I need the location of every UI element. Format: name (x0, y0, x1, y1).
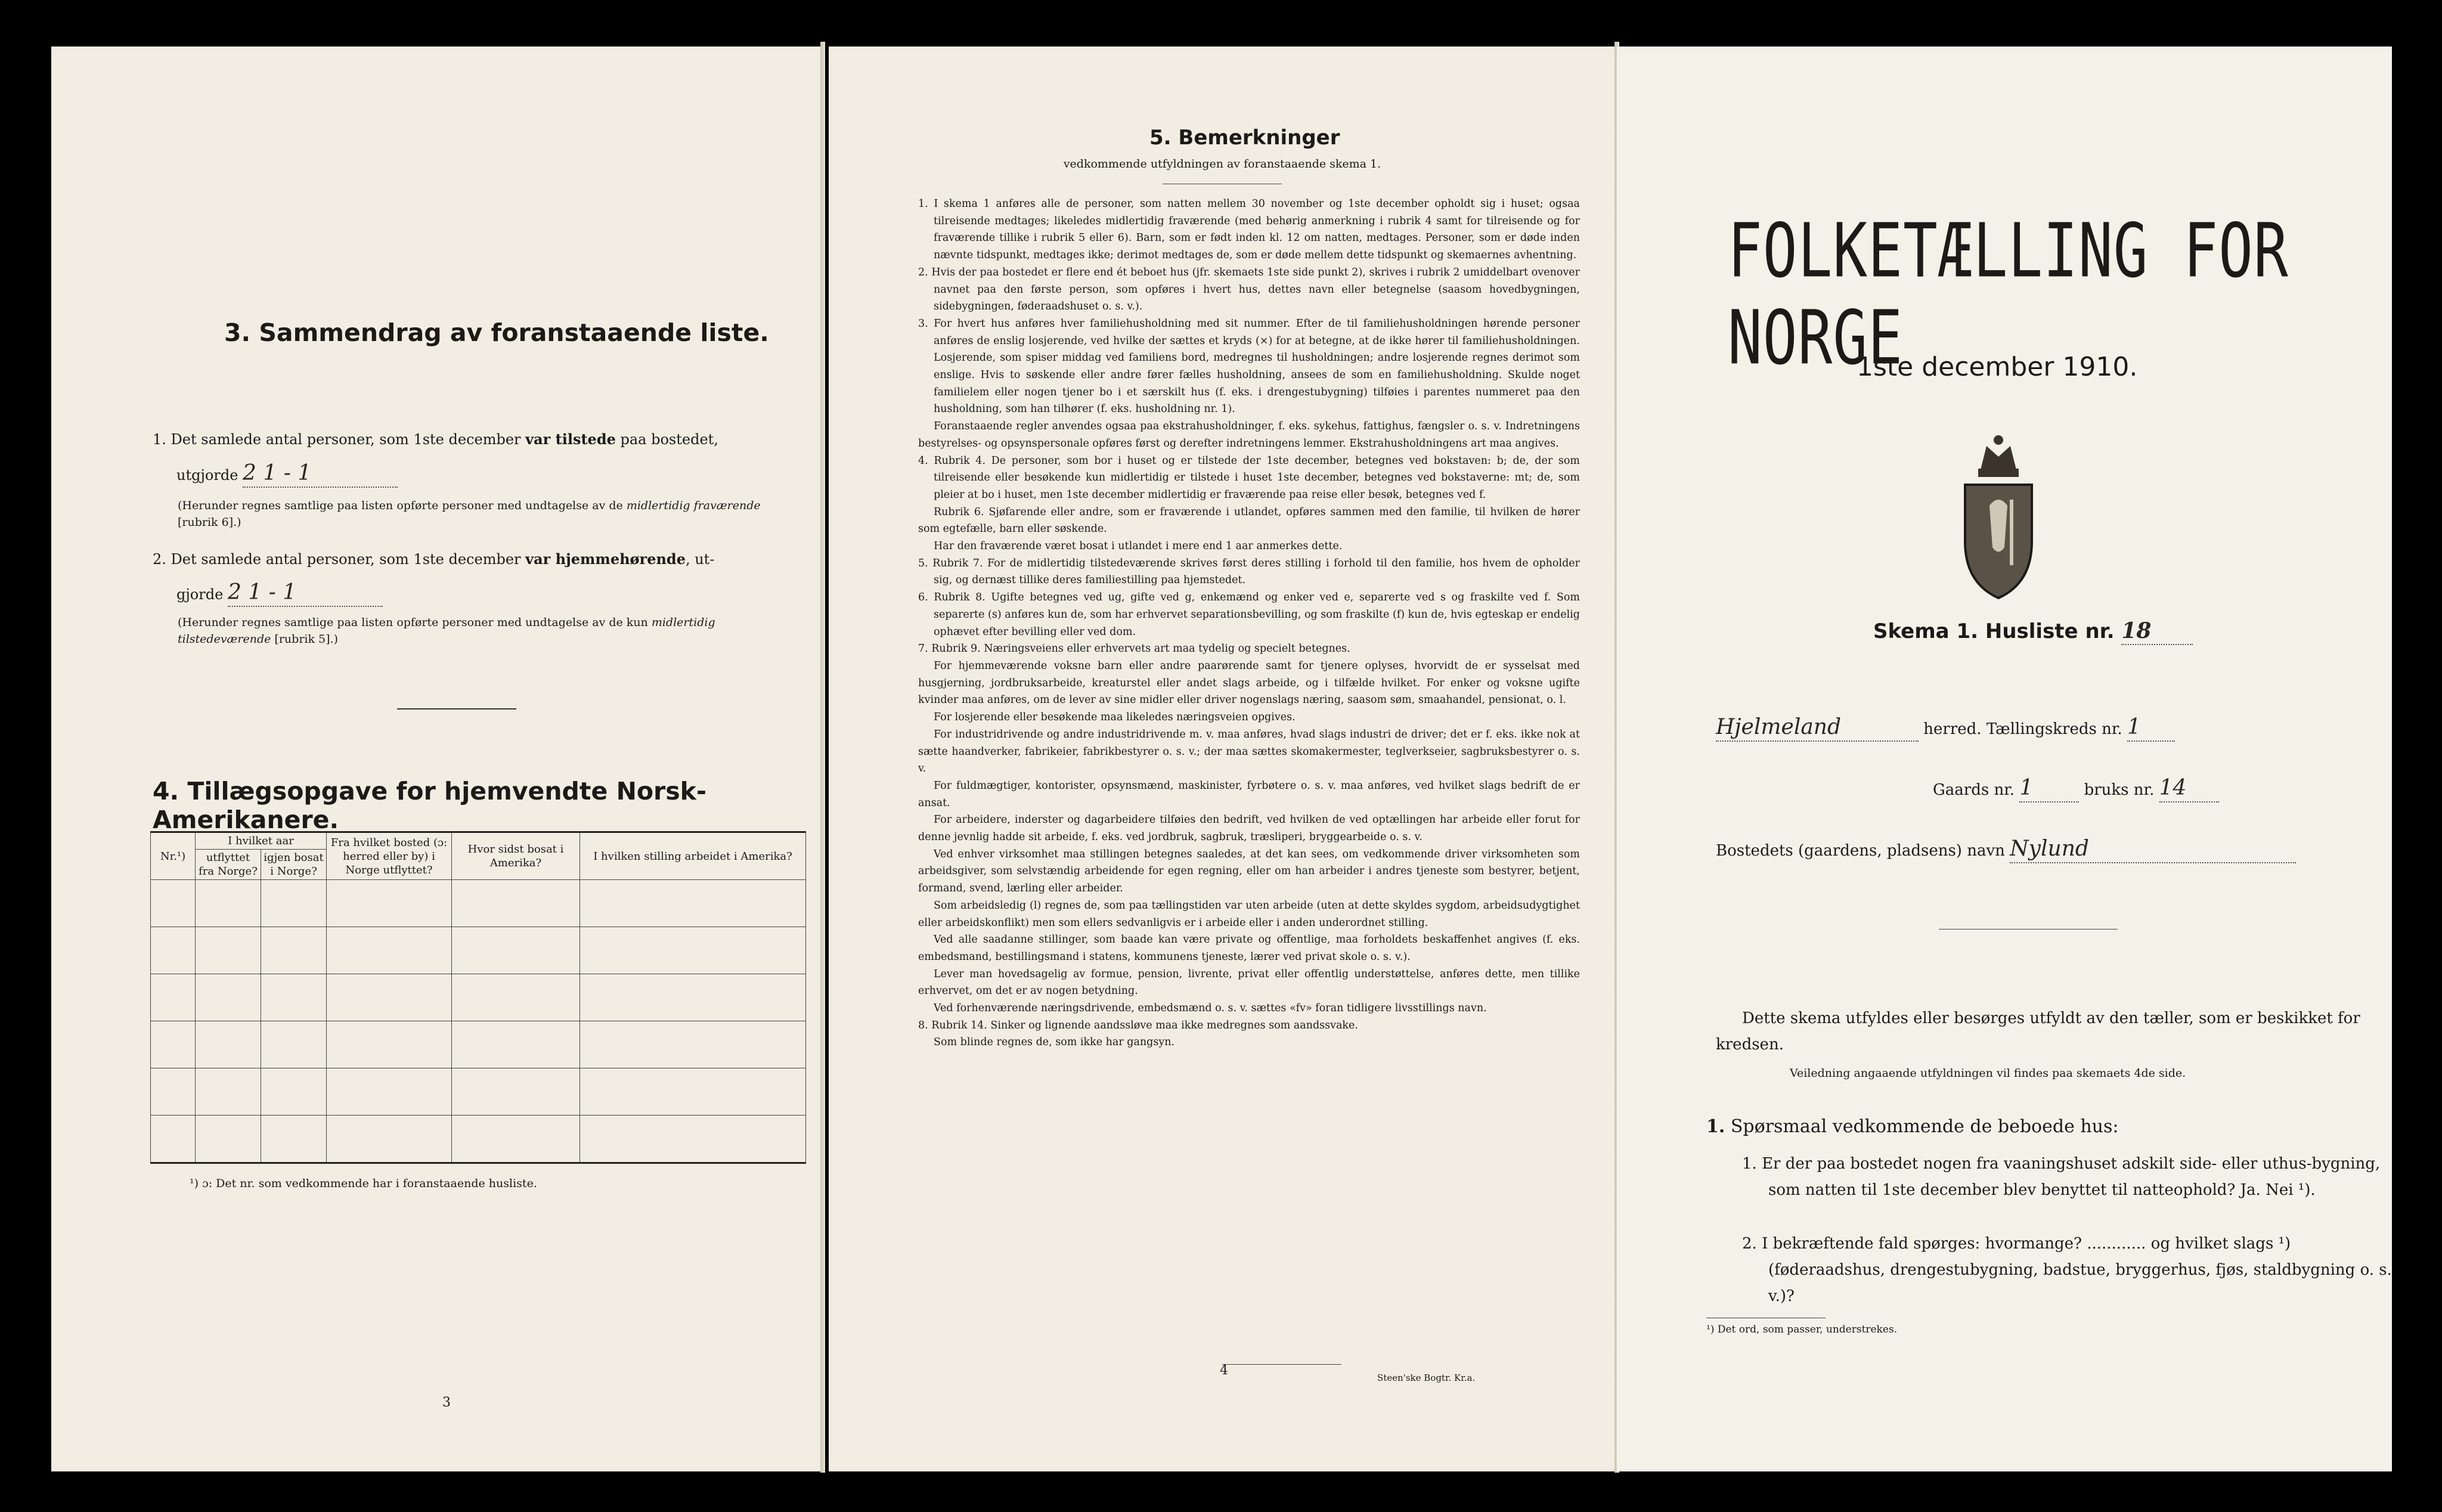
remark-7e: For fuldmægtiger, kontorister, opsynsmænd, maskinister, fyrbøtere o. s. v. maa anføres, ved hvilket slags bedrift de er ansat. (918, 779, 1580, 809)
item2-note: (Herunder regnes samtlige paa listen opførte personer med undtagelse av de kun midlertidig tilstedeværende [rubrik 5].) (178, 616, 715, 646)
question-2: 2. I bekræftende fald spørges: hvormange? ............ og hvilket slags ¹) (føderaadshus, drengestubygning, badstue, bryggerhus, fjøs, staldbygning o. s. v.)? (1742, 1235, 2392, 1305)
bosted-value: Nylund (2010, 836, 2296, 863)
remark-8: 8. Rubrik 14. Sinker og lignende aandssløve maa ikke medregnes som aandssvake. (918, 1019, 1358, 1031)
remark-4b: Rubrik 6. Sjøfarende eller andre, som er fraværende i utlandet, opføres sammen med den familie, til hvilken de hører som egtefælle, barn eller søskende. (918, 506, 1580, 535)
remark-3: 3. For hvert hus anføres hver familiehusholdning med sit nummer. Efter de til familiehusholdningen hørende personer anføres de enslig losjerende, ved hvilke der sættes et kryds (×) for at betegne, at de ikke hører til familiehusholdningen. Losjerende, som spiser middag ved familiens bord, medregnes til husholdningen; andre losjerende regnes derimot som enslige. Hvis to søskende eller andre fører fælles husholdning, ansees de som en familiehusholdning. Skulde noget familielem eller nogen tjener bo i et særskilt hus (f. eks. i drengestubygning) tilføies i parentes nummeret paa den husholdning, som han tilhører (f. eks. husholdning nr. 1). (918, 317, 1580, 416)
remarks-subtitle: vedkommende utfyldningen av foranstaaende skema 1. (1063, 157, 1381, 171)
item1-text: 1. Det samlede antal personer, som 1ste december var tilstede paa bostedet, (153, 430, 718, 448)
census-date: 1ste december 1910. (1857, 352, 2138, 382)
divider (1222, 1364, 1341, 1365)
item2-gjorde: gjorde 2 1 - 1 (176, 580, 383, 608)
questions-header: 1. Spørsmaal vedkommende de beboede hus: (1706, 1116, 2119, 1137)
husliste-nr-value: 18 (2121, 618, 2193, 645)
coat-of-arms-icon (1957, 428, 2040, 601)
remark-2: 2. Hvis der paa bostedet er flere end ét beboet hus (jfr. skemaets 1ste side punkt 2), skrives i rubrik 2 umiddelbart ovenover navnet paa den første person, som opføres i hvert hus, dettes navn eller betegnelse (saasom hovedbygningen, sidebygningen, føderaadshuset o. s. v.). (918, 266, 1580, 313)
page-number: 3 (442, 1395, 451, 1410)
table-row (151, 974, 806, 1021)
norsk-amerikanere-table (150, 831, 806, 1164)
remark-7g: Ved enhver virksomhet maa stillingen betegnes saaledes, at det kan sees, om vedkommende driver virksomheten som arbeidsgiver, som selvstændig arbeidende for egen regning, eller om han arbeider i andres tjeneste som bestyrer, betjent, formand, svend, lærling eller arbeider. (918, 848, 1580, 895)
bosted-line: Bostedets (gaardens, pladsens) navn Nylund (1716, 836, 2296, 864)
remark-5: 5. Rubrik 7. For de midlertidig tilstedeværende skrives først deres stilling i forhold til den familie, hos hvem de opholder sig, og dernæst tillike deres familiestilling paa hjemstedet. (918, 557, 1580, 587)
gaards-value: 1 (2019, 775, 2079, 803)
table-row (151, 927, 806, 974)
remark-7b: For hjemmeværende voksne barn eller andre paarørende samt for tjenere oplyses, hvorvidt de er sysselsat med husgjerning, jordbruksarbeide, kreaturstel eller andet slags arbeide, og i tilfælde hvilket. For enker og voksne ugifte kvinder maa anføres, om de lever av sine midler eller driver nogenslags næring, saasom søm, smaahandel, pensionat, o. l. (918, 659, 1580, 707)
bruks-value: 14 (2159, 775, 2219, 803)
herred-value: Hjelmeland (1716, 714, 1919, 742)
kreds-value: 1 (2127, 714, 2175, 742)
col-nr: Nr.¹) (151, 832, 196, 880)
page-3 (51, 47, 820, 1471)
printer-mark: Steen'ske Bogtr. Kr.a. (1377, 1372, 1476, 1383)
remarks-body (918, 196, 1580, 1051)
table-footnote: ¹) ɔ: Det nr. som vedkommende har i foranstaaende husliste. (190, 1177, 537, 1190)
col-group-year: I hvilket aar (196, 832, 327, 850)
remark-3b: Foranstaaende regler anvendes ogsaa paa ekstrahusholdninger, f. eks. sykehus, fattighus, fængsler o. s. v. Indretningens bestyrelses- og opsynspersonale opføres først og derefter indretningens lemmer. Ekstrahusholdningens art maa angives. (918, 420, 1580, 450)
remark-7f: For arbeidere, inderster og dagarbeidere tilføies den bedrift, ved hvilken de ved optællingen har arbeide eller forut for denne jevnlig hadde sit arbeide, f. eks. ved jordbruk, sagbruk, træsliperi, bryggearbeide o. s. v. (918, 814, 1580, 844)
col-hvor-bosat: Hvor sidst bosat i Amerika? (452, 832, 580, 880)
remark-4c: Har den fraværende været bosat i utlandet i mere end 1 aar anmerkes dette. (934, 540, 1343, 553)
question-1: 1. Er der paa bostedet nogen fra vaaningshuset adskilt side- eller uthus-bygning, som natten til 1ste december blev benyttet til natteophold? Ja. Nei ¹). (1742, 1155, 2381, 1199)
remark-6: 6. Rubrik 8. Ugifte betegnes ved ug, gifte ved g, enkemænd og enker ved e, separerte ved s og fraskilte ved f. Som separerte (s) anføres kun de, som har erhvervet separationsbevilling, og som fraskilte (f) kun de, hvis egteskap er endelig ophævet efter bevilling eller ved dom. (918, 591, 1580, 638)
item2-handwritten-value: 2 1 - 1 (228, 580, 383, 607)
remark-7h: Som arbeidsledig (l) regnes de, som paa tællingstiden var uten arbeide (uten at dette skyldes sygdom, arbeidsudygtighet eller arbeidskonflikt) men som ellers sedvanligvis er i arbeide eller i anden underordnet stilling. (918, 899, 1580, 929)
col-fra-bosted: Fra hvilket bosted (ɔ: herred eller by) i Norge utflyttet? (327, 832, 452, 880)
col-utflyttet: utflyttet fra Norge? (196, 850, 261, 880)
footnote: ¹) Det ord, som passer, understrekes. (1706, 1324, 1898, 1336)
gaards-line: Gaards nr. 1 bruks nr. 14 (1933, 775, 2219, 803)
page-4 (829, 47, 1620, 1471)
remark-8b: Som blinde regnes de, som ikke har gangsyn. (934, 1036, 1175, 1049)
veiledning-text: Veiledning angaaende utfyldningen vil findes paa skemaets 4de side. (1790, 1067, 2186, 1080)
table-row (151, 1021, 806, 1068)
divider (397, 708, 516, 709)
remark-7i: Ved alle saadanne stillinger, som baade kan være private og offentlige, maa forholdets beskaffenhet angives (f. eks. embedsmand, bestillingsmand i statens, kommunens tjeneste, lærer ved privat skole o. s. v.). (918, 934, 1580, 963)
table-row (151, 1068, 806, 1116)
skema-label: Skema 1. Husliste nr. 18 (1873, 618, 2193, 645)
remark-7d: For industridrivende og andre industridrivende m. v. maa anføres, hvad slags industri de driver; det er f. eks. ikke nok at sætte haandverker, fabrikeier, fabrikbestyrer o. s. v.; der maa sættes skomakermester, teglverkseier, sagbruksbestyrer o. s. v. (918, 728, 1580, 775)
col-igjen: igjen bosat i Norge? (261, 850, 327, 880)
item1-note: (Herunder regnes samtlige paa listen opførte personer med undtagelse av de midlertidig fraværende [rubrik 6].) (178, 499, 761, 529)
remark-7k: Ved forhenværende næringsdrivende, embedsmænd o. s. v. sættes «fv» foran tidligere livsstillings navn. (934, 1002, 1487, 1015)
item1-utgjorde: utgjorde 2 1 - 1 (176, 460, 398, 488)
table-row (151, 880, 806, 927)
fold (820, 42, 825, 1473)
section3-title: 3. Sammendrag av foranstaaende liste. (224, 318, 769, 347)
col-stilling: I hvilken stilling arbeidet i Amerika? (580, 832, 806, 880)
remark-7j: Lever man hovedsagelig av formue, pension, livrente, privat eller offentlig understøttelse, anføres dette, men tillike erhvervet, om det er av nogen betydning. (918, 968, 1580, 997)
item2-text: 2. Det samlede antal personer, som 1ste december var hjemmehørende, ut- (153, 550, 715, 568)
section4-title: 4. Tillægsopgave for hjemvendte Norsk-Amerikanere. (153, 777, 706, 834)
item1-handwritten-value: 2 1 - 1 (243, 460, 398, 488)
info-text: Dette skema utfyldes eller besørges utfyldt av den tæller, som er beskikket for kredsen. (1716, 1009, 2360, 1054)
remark-1: 1. I skema 1 anføres alle de personer, som natten mellem 30 november og 1ste december opholdt sig i huset; ogsaa tilreisende medtages; likeledes midlertidig fraværende (med behørig anmerkning i rubrik 4 samt for tilreisende og for fraværende tillike i rubrik 5 eller 6). Barn, som er født inden kl. 12 om natten, medtages. Personer, som er døde inden nævnte tidspunkt, medtages ikke; derimot medtages de, som er døde mellem dette tidspunkt og skemaernes avhentning. (918, 198, 1580, 262)
page-number: 4 (1220, 1363, 1228, 1378)
remark-7c: For losjerende eller besøkende maa likeledes næringsveien opgives. (934, 711, 1296, 724)
remark-4: 4. Rubrik 4. De personer, som bor i huset og er tilstede der 1ste december, betegnes ved bokstaven: b; de, der som tilreisende eller besøkende kun midlertidig er tilstede i huset 1ste december, betegnes ved bokstaverne: mt; de, som pleier at bo i huset, men 1ste december midlertidig er fraværende paa reise eller besøk, betegnes ved f. (918, 454, 1580, 501)
remarks-title: 5. Bemerkninger (1149, 126, 1340, 150)
page-1-cover (1617, 47, 2392, 1471)
herred-line: Hjelmeland herred. Tællingskreds nr. 1 (1716, 714, 2372, 742)
table-row (151, 1116, 806, 1163)
census-title: FOLKETÆLLING FOR NORGE (1728, 207, 2289, 382)
remark-7: 7. Rubrik 9. Næringsveiens eller erhvervets art maa tydelig og specielt betegnes. (918, 643, 1350, 655)
